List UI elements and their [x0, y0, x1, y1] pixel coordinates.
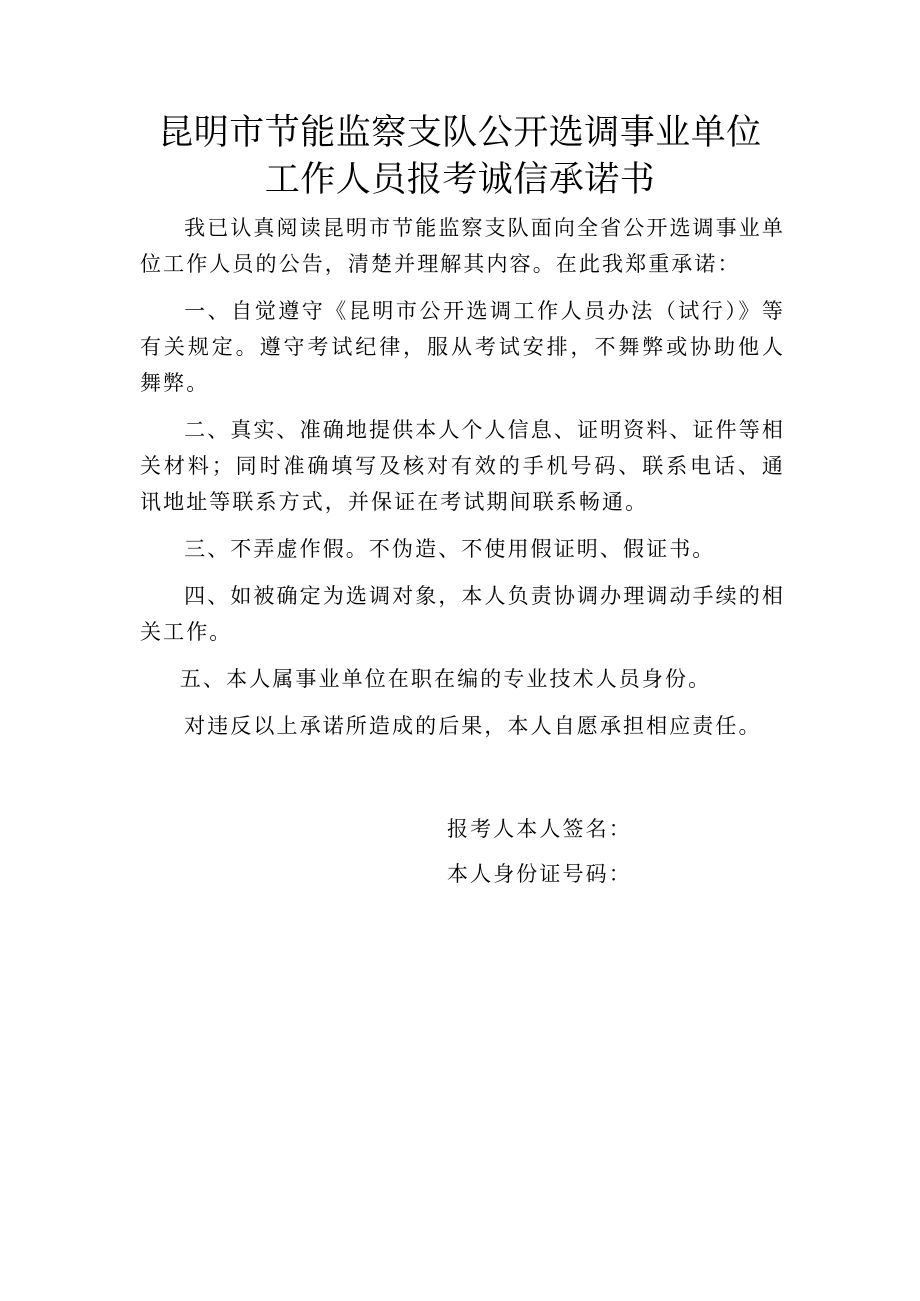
document-title-line-1: 昆明市节能监察支队公开选调事业单位 — [158, 113, 762, 153]
signature-name-label: 报考人本人签名： — [447, 817, 632, 841]
pledge-item-5: 五、本人属事业单位在职在编的专业技术人员身份。 — [179, 667, 712, 691]
document-title-line-2: 工作人员报考诚信承诺书 — [264, 160, 656, 200]
document-body — [140, 210, 785, 755]
pledge-item-1: 一、自觉遵守《昆明市公开选调工作人员办法（试行）》等有关规定。遵守考试纪律，服从考试安排，不舞弊或协助他人舞弊。 — [140, 299, 785, 395]
closing-paragraph: 对违反以上承诺所造成的后果，本人自愿承担相应责任。 — [184, 714, 762, 738]
pledge-item-4: 四、如被确定为选调对象，本人负责协调办理调动手续的相关工作。 — [140, 584, 785, 644]
intro-paragraph: 我已认真阅读昆明市节能监察支队面向全省公开选调事业单位工作人员的公告，清楚并理解其内容。在此我郑重承诺： — [140, 216, 785, 276]
signature-id-label: 本人身份证号码： — [447, 862, 632, 886]
pledge-item-3: 三、不弄虚作假。不伪造、不使用假证明、假证书。 — [184, 537, 716, 561]
pledge-item-2: 二、真实、准确地提供本人个人信息、证明资料、证件等相关材料；同时准确填写及核对有效的手机号码、联系电话、通讯地址等联系方式，并保证在考试期间联系畅通。 — [140, 418, 785, 514]
